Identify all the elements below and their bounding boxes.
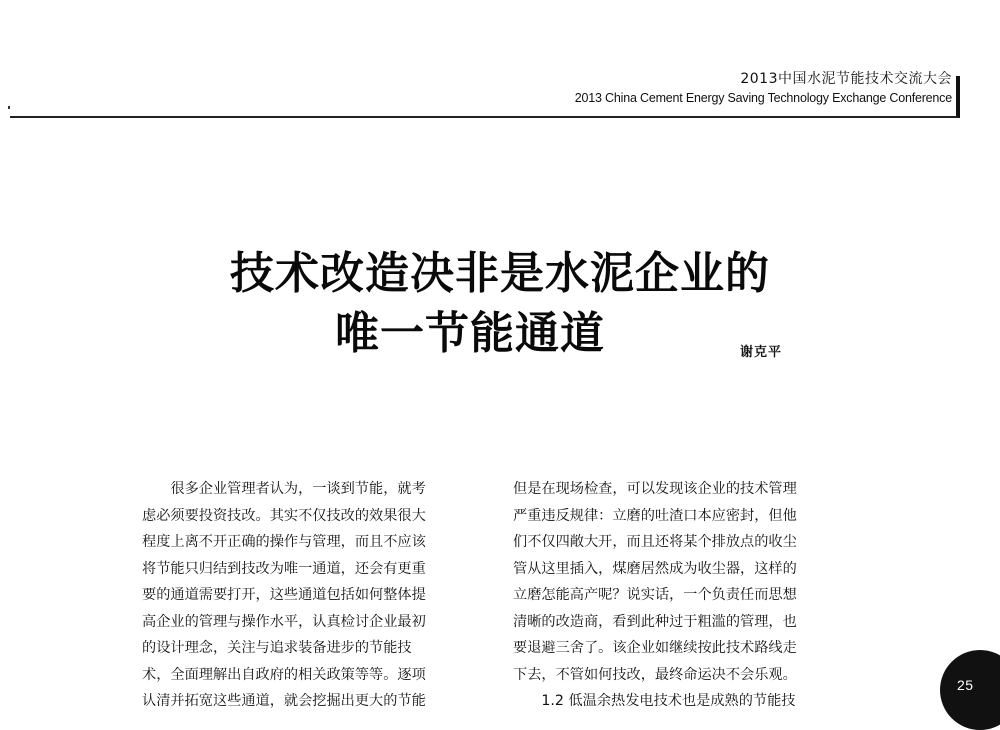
body-column-right: [513, 476, 863, 715]
text-line: 要的通道需要打开，这些通道包括如何整体提: [142, 587, 426, 603]
body-column-left: [142, 476, 492, 715]
author-name: 谢克平: [740, 345, 783, 360]
article-title-line-2: 唯一节能通道: [335, 308, 605, 359]
text-line: 的设计理念，关注与追求装备进步的节能技: [142, 640, 412, 656]
text-line: 立磨怎能高产呢？说实话，一个负责任而思想: [513, 587, 797, 603]
text-line: 程度上离不开正确的操作与管理，而且不应该: [142, 534, 426, 550]
text-line: 高企业的管理与操作水平，认真检讨企业最初: [142, 613, 426, 630]
article-title-line-1: 技术改造决非是水泥企业的: [230, 248, 770, 299]
text-line: 要退避三舍了。该企业如继续按此技术路线走: [513, 640, 797, 656]
text-line: 但是在现场检查，可以发现该企业的技术管理: [513, 481, 797, 497]
page-number: 25: [957, 677, 974, 693]
text-line: 们不仅四敞大开，而且还将某个排放点的收尘: [513, 534, 797, 550]
section-heading-line: 1.2 低温余热发电技术也是成熟的节能技: [513, 693, 796, 709]
header-side-bar: [956, 76, 960, 118]
text-line: 管从这里插入，煤磨居然成为收尘器，这样的: [513, 560, 797, 577]
margin-mark: [8, 106, 10, 109]
text-line: 认清并拓宽这些通道，就会挖掘出更大的节能: [142, 693, 426, 709]
text-line: 很多企业管理者认为，一谈到节能，就考: [142, 481, 426, 497]
text-line: 虑必须要投资技改。其实不仅技改的效果很大: [142, 507, 426, 524]
text-line: 术，全面理解出自政府的相关政策等等。逐项: [142, 666, 426, 683]
text-line: 清晰的改造商，看到此种过于粗滥的管理，也: [513, 613, 797, 630]
conference-title-cn: 2013中国水泥节能技术交流大会: [740, 71, 952, 87]
running-header: [575, 70, 952, 106]
text-line: 下去，不管如何技改，最终命运决不会乐观。: [513, 666, 797, 683]
text-line: 严重违反规律：立磨的吐渣口本应密封，但他: [513, 507, 797, 524]
text-line: 将节能只归结到技改为唯一通道，还会有更重: [142, 560, 426, 577]
header-rule: [10, 116, 958, 118]
conference-title-en: 2013 China Cement Energy Saving Technology Exchange Conference: [574, 91, 952, 105]
